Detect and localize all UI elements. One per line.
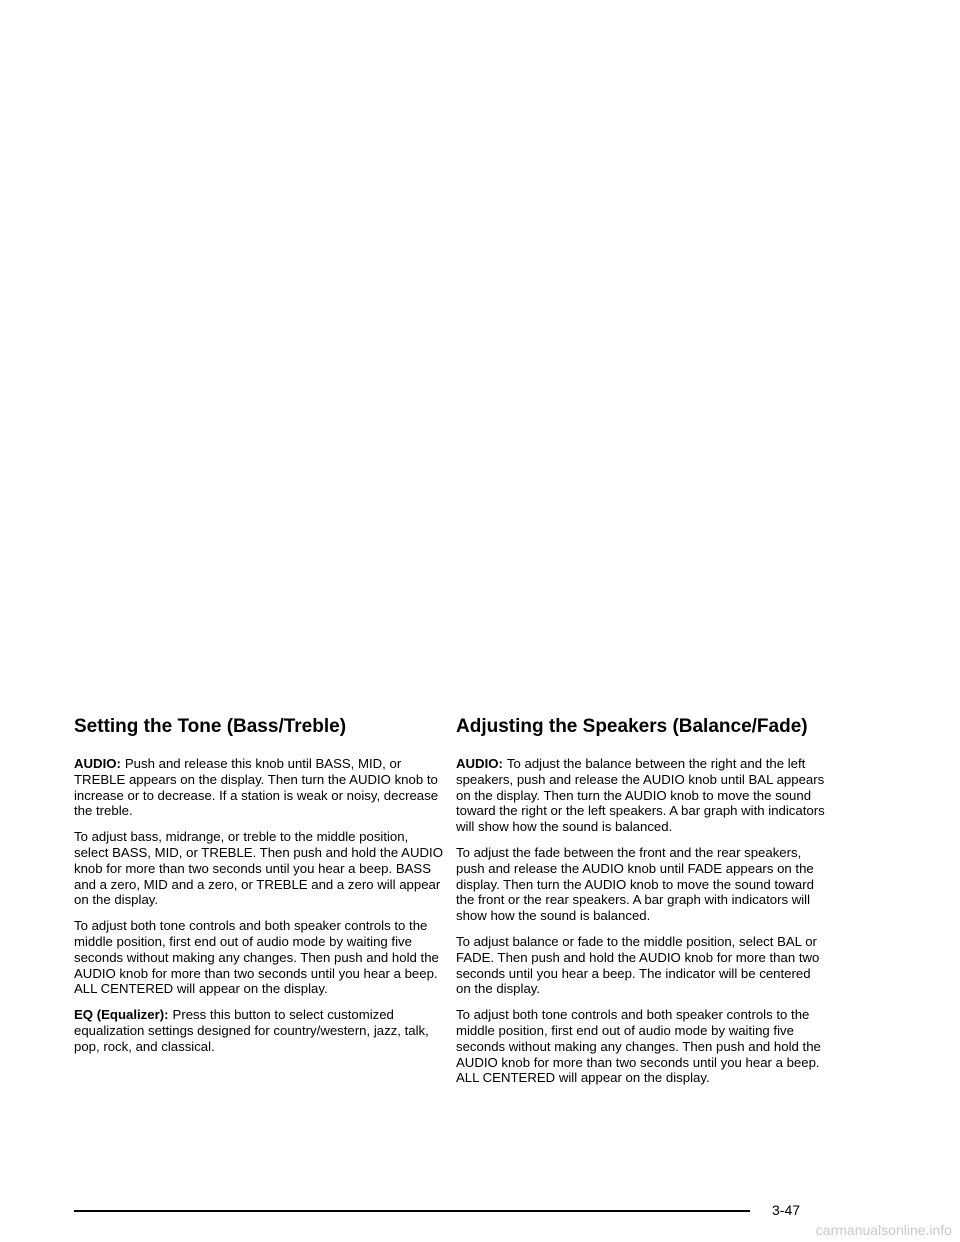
paragraph-speaker-all-centered: To adjust both tone controls and both speaker controls to the middle position, first end out of audio mode by waiting five seconds without making any changes. Then push and hold the AUDIO knob for more than two seconds until you hear a beep. ALL CENTERED will appear on the display.	[456, 1007, 821, 1086]
term-audio: AUDIO:	[456, 756, 503, 771]
watermark: carmanualsonline.info	[815, 1222, 952, 1238]
paragraph-tone-middle: To adjust bass, midrange, or treble to the middle position, select BASS, MID, or TREBLE. Then push and hold the AUDIO knob for more than two seconds until you hear a beep. BASS and a zero, MID and a zero, or TREBLE and a zero will appear on the display.	[74, 829, 443, 908]
term-audio: AUDIO:	[74, 756, 121, 771]
term-eq: EQ (Equalizer):	[74, 1007, 169, 1023]
section-title-tone: Setting the Tone (Bass/Treble)	[74, 716, 347, 737]
paragraph-audio-tone	[74, 756, 444, 819]
paragraph-equalizer	[74, 1007, 444, 1054]
paragraph-audio-balance	[456, 756, 828, 835]
paragraph-text: Press this button to select customized equalization settings designed for country/western, jazz, talk, pop, rock, and classical.	[74, 1007, 429, 1054]
paragraph-tone-all-centered: To adjust both tone controls and both speaker controls to the middle position, first end out of audio mode by waiting five seconds without making any changes. Then push and hold the AUDIO knob for more than two seconds until you hear a beep. ALL CENTERED will appear on the display.	[74, 918, 439, 997]
footer-rule	[74, 1210, 750, 1212]
right-column	[456, 714, 828, 1096]
paragraph-fade: To adjust the fade between the front and the rear speakers, push and release the AUDIO knob until FADE appears on the display. Then turn the AUDIO knob to move the sound toward the front or the rear speakers. A bar graph with indicators will show how the sound is balanced.	[456, 844, 814, 924]
page-number: 3-47	[772, 1202, 801, 1218]
paragraph-text: Push and release this knob until BASS, MID, or TREBLE appears on the display. Then turn the AUDIO knob to increase or to decrease. If a station is weak or noisy, decrease the treble.	[74, 756, 439, 819]
section-title-speakers: Adjusting the Speakers (Balance/Fade)	[456, 716, 808, 737]
left-column	[74, 714, 444, 1065]
paragraph-text: To adjust the balance between the right and the left speakers, push and release the AUDIO knob until BAL appears on the display. Then turn the AUDIO knob to move the sound toward the right or the left speakers. A bar graph with indicators will show how the sound is balanced.	[456, 756, 825, 835]
paragraph-balance-middle: To adjust balance or fade to the middle position, select BAL or FADE. Then push and hold the AUDIO knob for more than two seconds until you hear a beep. The indicator will be centered on the display.	[456, 933, 820, 997]
